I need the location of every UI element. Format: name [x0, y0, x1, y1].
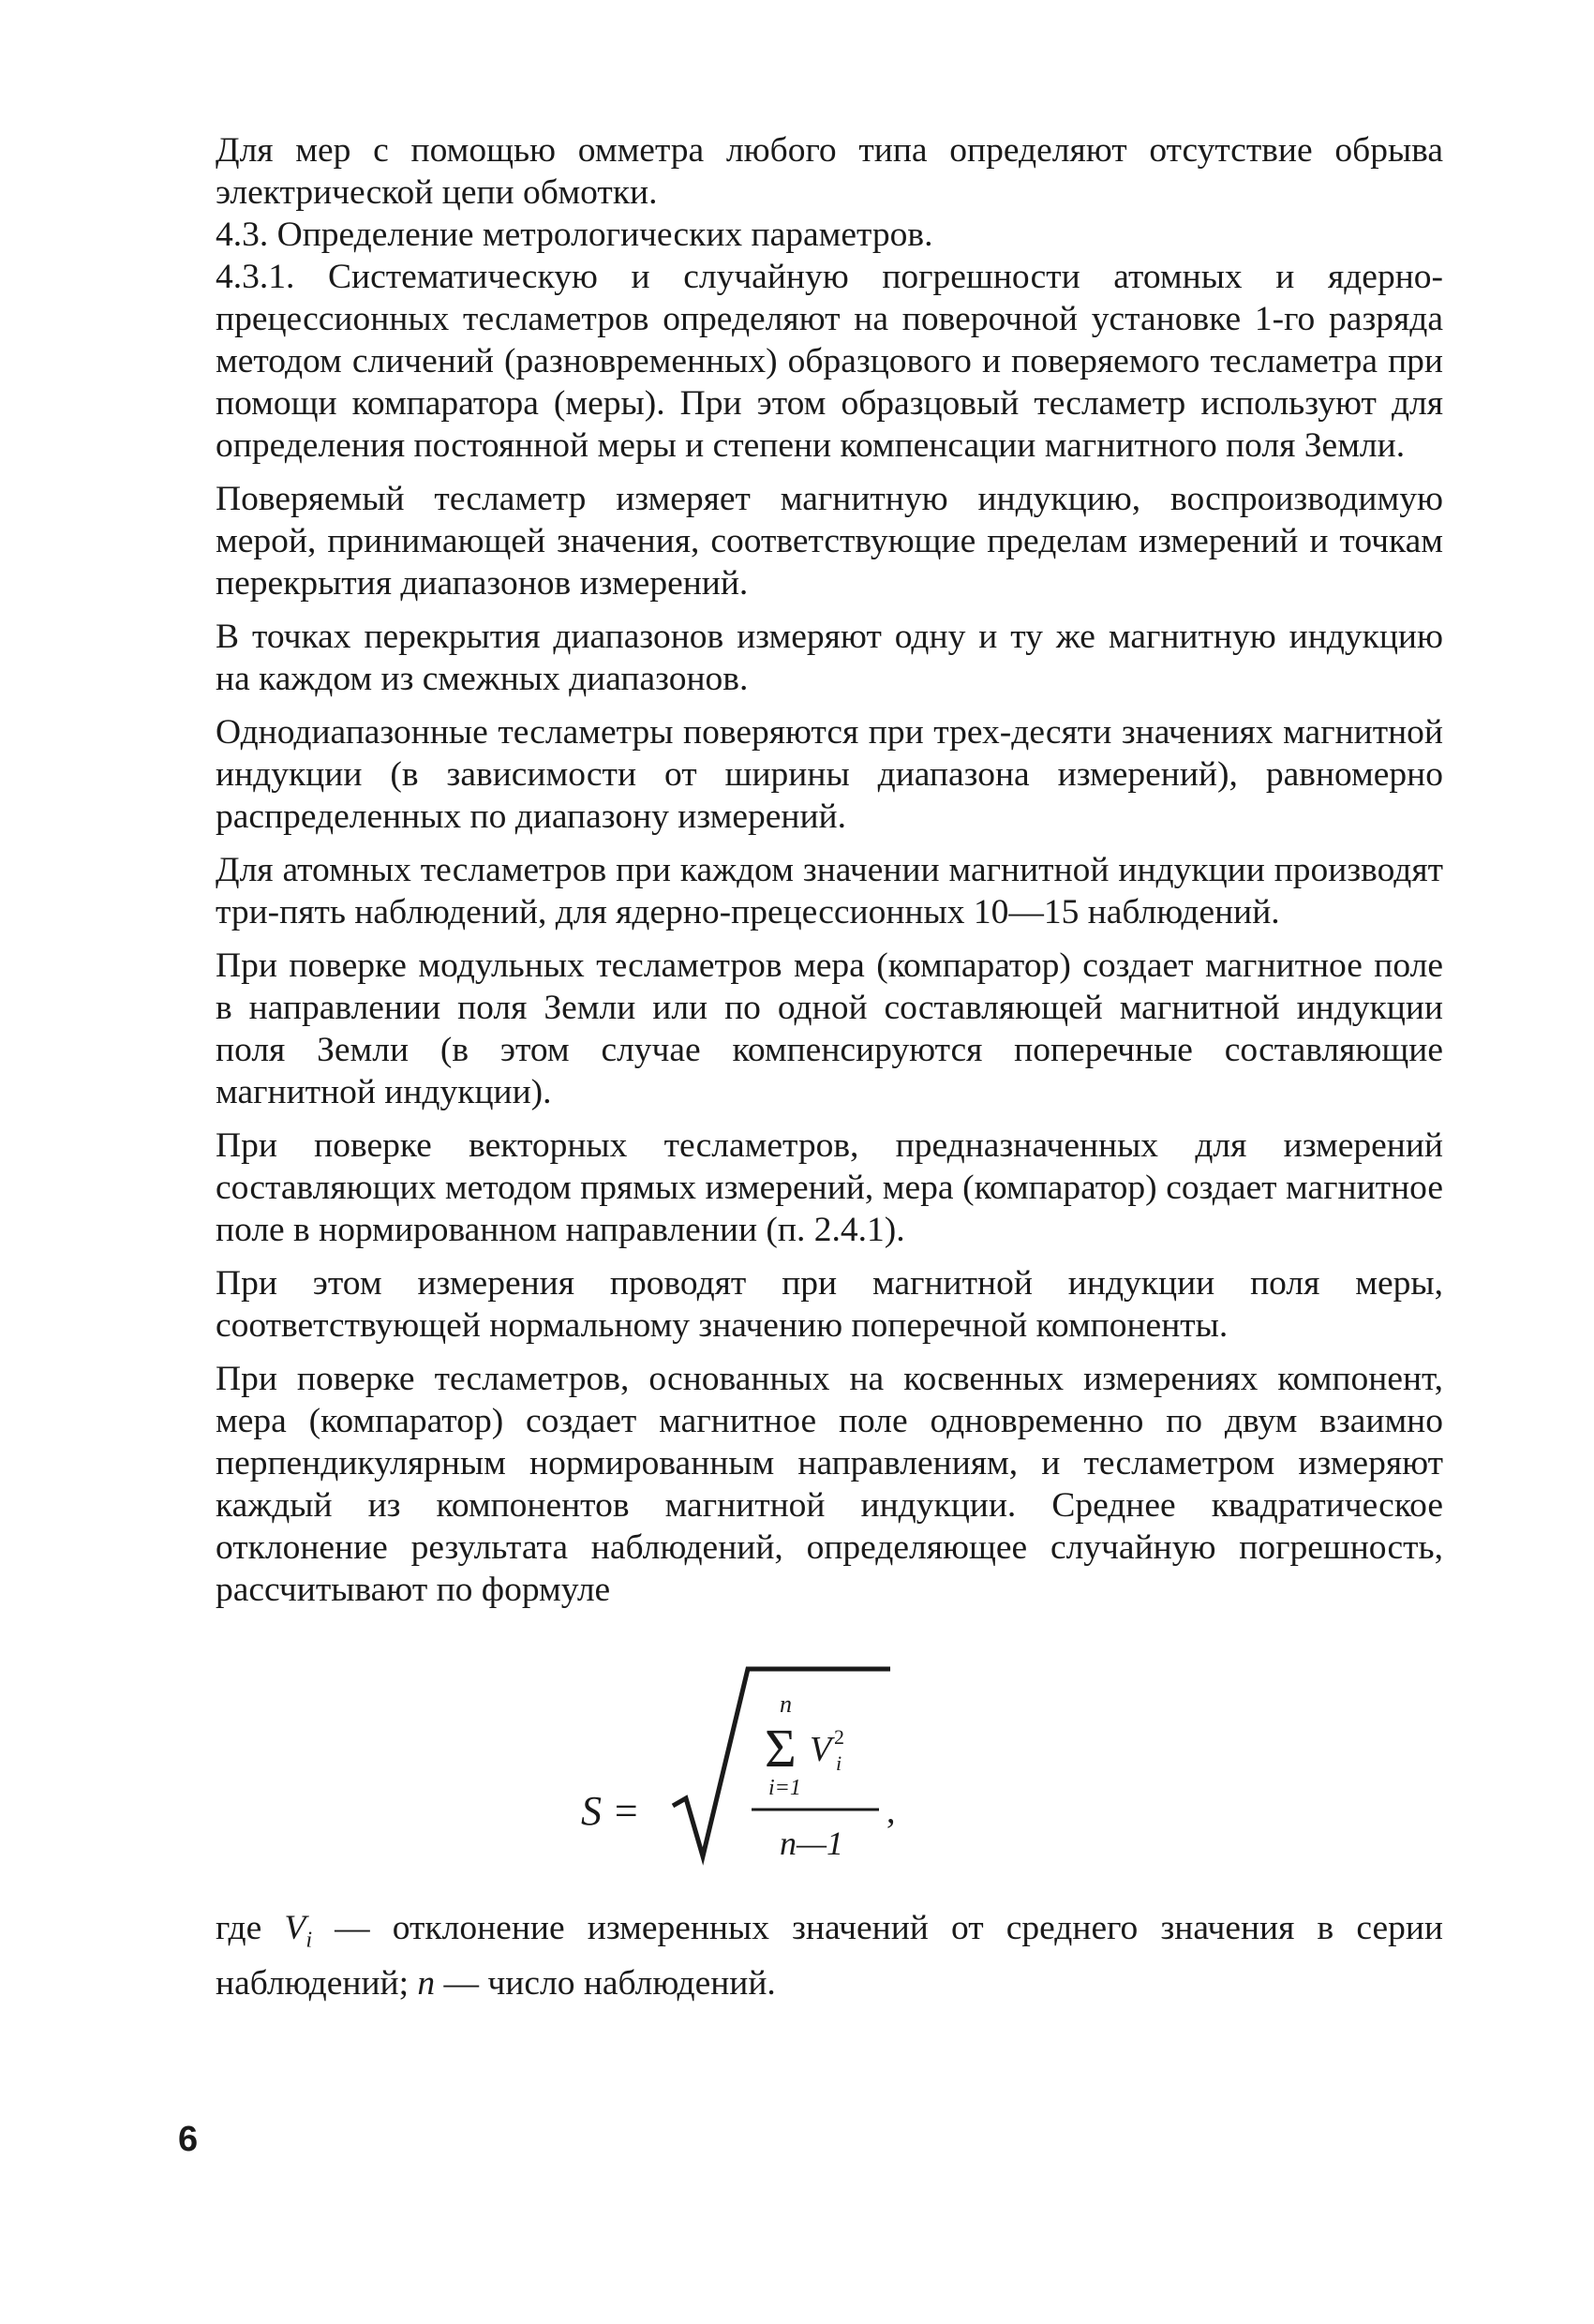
paragraph-measured-induction: Поверяемый тесламетр измеряет магнитную индукцию, воспроизводимую мерой, принимающей значения, соответствующие пределам измерений и точкам перекрытия диапазонов измерений. — [216, 480, 1443, 603]
formula-graphic — [581, 1656, 975, 1881]
paragraph-overlap-points: В точках перекрытия диапазонов измеряют одну и ту же магнитную индукцию на каждом из смежных диапазонов. — [216, 618, 1443, 698]
paragraph-ohmmeter: Для мер с помощью омметра любого типа определяют отсутствие обрыва электрической цепи обмотки. — [216, 131, 1443, 212]
formula-legend — [216, 1907, 1443, 2004]
paragraph-modular: При поверке модульных тесламетров мера (компаратор) создает магнитное поле в направлении поля Земли или по одной составляющей магнитной индукции поля Земли (в этом случае компенсируются поперечные составляющие магнитной индукции). — [216, 946, 1443, 1111]
term-v: V — [810, 1730, 832, 1769]
paragraph-indirect: При поверке тесламетров, основанных на косвенных измерениях компонент, мера (компаратор) создает магнитное поле одновременно по двум взаимно перпендикулярным нормированным направлениям, и тесламетром измеряют каждый из компонентов магнитной индукции. Среднее квадратическое отклонение результата наблюдений, определяющее случайную погрешность, рассчитывают по формуле — [216, 1360, 1443, 1609]
legend-prefix: где — [216, 1909, 285, 1947]
sum-upper: n — [780, 1691, 792, 1718]
paragraph-transverse: При этом измерения проводят при магнитной индукции поля меры, соответствующей нормальному значению поперечной компоненты. — [216, 1264, 1443, 1345]
paragraph-vector: При поверке векторных тесламетров, предназначенных для измерений составляющих методом прямых измерений, мера (компаратор) создает магнитное поле в нормированном направлении (п. 2.4.1). — [216, 1126, 1443, 1249]
formula-lhs: S = — [581, 1788, 640, 1834]
legend-var-v: V — [284, 1909, 306, 1947]
sum-symbol: Σ — [765, 1718, 797, 1779]
paragraph-observations: Для атомных тесламетров при каждом значении магнитной индукции производят три-пять наблюдений, для ядерно-прецессионных 10—15 наблюдений. — [216, 851, 1443, 931]
page-body — [216, 129, 1443, 2004]
term-sup: 2 — [834, 1725, 844, 1749]
denominator: n—1 — [780, 1825, 844, 1862]
term-sub: i — [836, 1751, 842, 1775]
legend-text-2: — число наблюдений. — [435, 1963, 776, 2003]
paragraph-4-3-1: 4.3.1. Систематическую и случайную погрешности атомных и ядерно-прецессионных тесламетров определяют на поверочной установке 1-го разряда методом сличений (разновременных) образцового и поверяемого тесламетра при помощи компаратора (меры). При этом образцовый тесламетр используют для определения постоянной меры и степени компенсации магнитного поля Земли. — [216, 258, 1443, 465]
formula-comma: , — [886, 1792, 896, 1831]
legend-var-v-sub: i — [305, 1928, 312, 1953]
legend-var-n: n — [417, 1963, 436, 2003]
section-heading-4-3: 4.3. Определение метрологических параметров. — [216, 216, 933, 254]
page-number: 6 — [178, 2120, 199, 2159]
paragraph-single-range: Однодиапазонные тесламетры поверяются при трех-десяти значениях магнитной индукции (в зависимости от ширины диапазона измерений), равномерно распределенных по диапазону измерений. — [216, 713, 1443, 836]
formula-std-deviation — [216, 1656, 1443, 1881]
sum-lower: i=1 — [768, 1776, 801, 1800]
legend-text-1: — отклонение измеренных значений от среднего значения в серии наблюдений; — [216, 1909, 1443, 2003]
